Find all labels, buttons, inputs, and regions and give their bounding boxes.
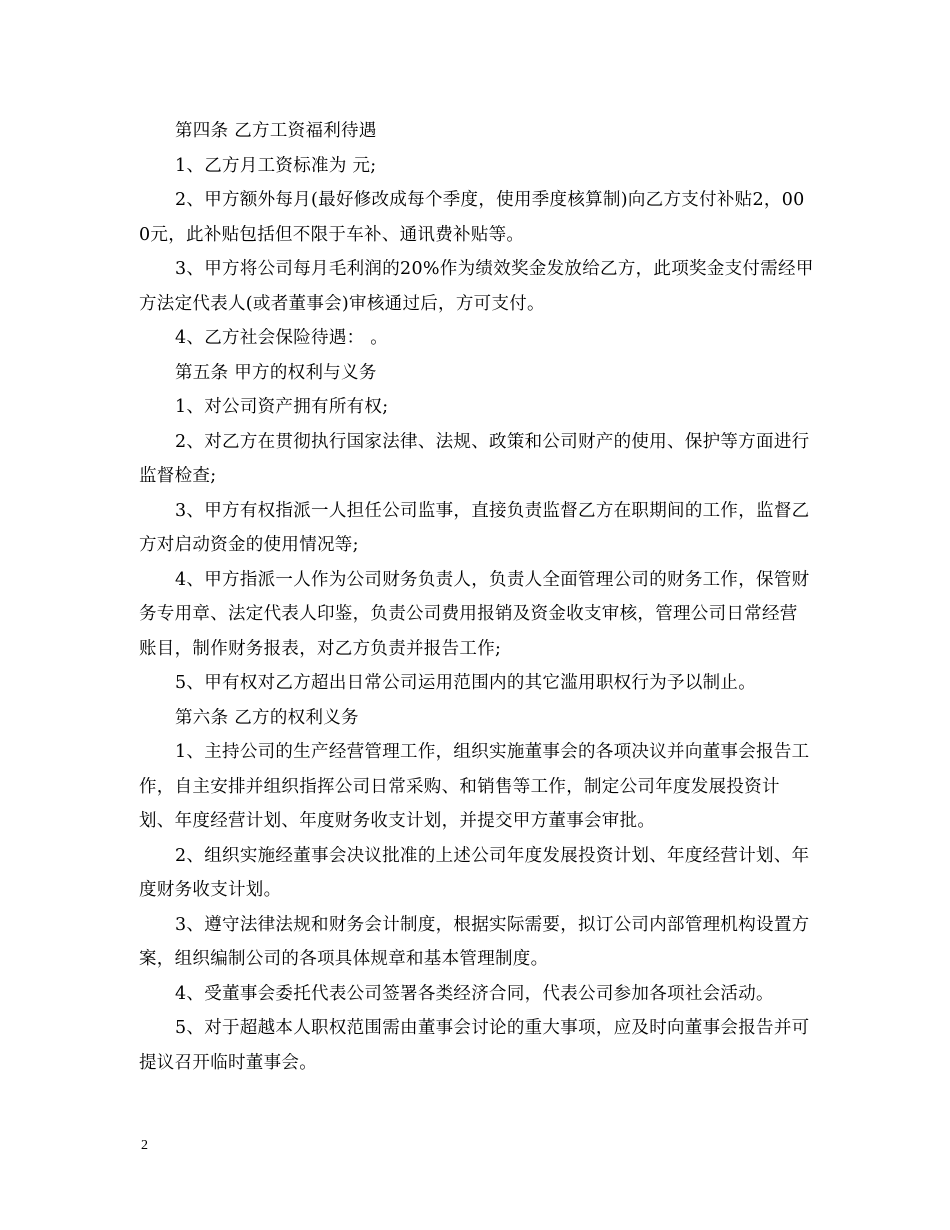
article-4-clause-3: 3、甲方将公司每月毛利润的20%作为绩效奖金发放给乙方，此项奖金支付需经甲方法定代表人(或者董事会)审核通过后，方可支付。 [139,259,814,314]
article-4-clause-4: 4、乙方社会保险待遇： 。 [175,328,389,348]
article-6-clause-1: 1、主持公司的生产经营管理工作，组织实施董事会的各项决议并向董事会报告工作，自主安排并组织指挥公司日常采购、和销售等工作，制定公司年度发展投资计划、年度经营计划、年度财务收支计划，并提交甲方董事会审批。 [139,742,810,831]
article-4-clause-2: 2、甲方额外每月(最好修改成每个季度，使用季度核算制)向乙方支付补贴2，000元，此补贴包括但不限于车补、通讯费补贴等。 [139,190,805,245]
page-number: 2 [141,1138,148,1153]
article-5-clause-4: 4、甲方指派一人作为公司财务负责人，负责人全面管理公司的财务工作，保管财务专用章、法定代表人印鉴，负责公司费用报销及资金收支审核，管理公司日常经营账目，制作财务报表，对乙方负责并报告工作; [139,569,810,659]
article-6-clause-2: 2、组织实施经董事会决议批准的上述公司年度发展投资计划、年度经营计划、年度财务收支计划。 [139,845,810,900]
article-5-clause-5: 5、甲有权对乙方超出日常公司运用范围内的其它滥用职权行为予以制止。 [175,673,757,693]
article-5-clause-1: 1、对公司资产拥有所有权; [175,397,389,417]
article-6-clause-5: 5、对于超越本人职权范围需由董事会讨论的重大事项，应及时向董事会报告并可提议召开临时董事会。 [139,1018,810,1073]
article-5-heading: 第五条 甲方的权利与义务 [175,362,377,383]
article-6-clause-4: 4、受董事会委托代表公司签署各类经济合同，代表公司参加各项社会活动。 [175,983,774,1004]
article-5-clause-3: 3、甲方有权指派一人担任公司监事，直接负责监督乙方在职期间的工作，监督乙方对启动资金的使用情况等; [139,500,810,555]
article-6-heading: 第六条 乙方的权利义务 [175,707,359,728]
article-4-clause-1: 1、乙方月工资标准为 元; [175,155,377,176]
document-body [139,114,814,1080]
article-6-clause-3: 3、遵守法律法规和财务会计制度，根据实际需要，拟订公司内部管理机构设置方案，组织编制公司的各项具体规章和基本管理制度。 [139,914,810,969]
article-5-clause-2: 2、对乙方在贯彻执行国家法律、法规、政策和公司财产的使用、保护等方面进行监督检查; [139,431,810,486]
article-4-heading: 第四条 乙方工资福利待遇 [175,121,377,141]
